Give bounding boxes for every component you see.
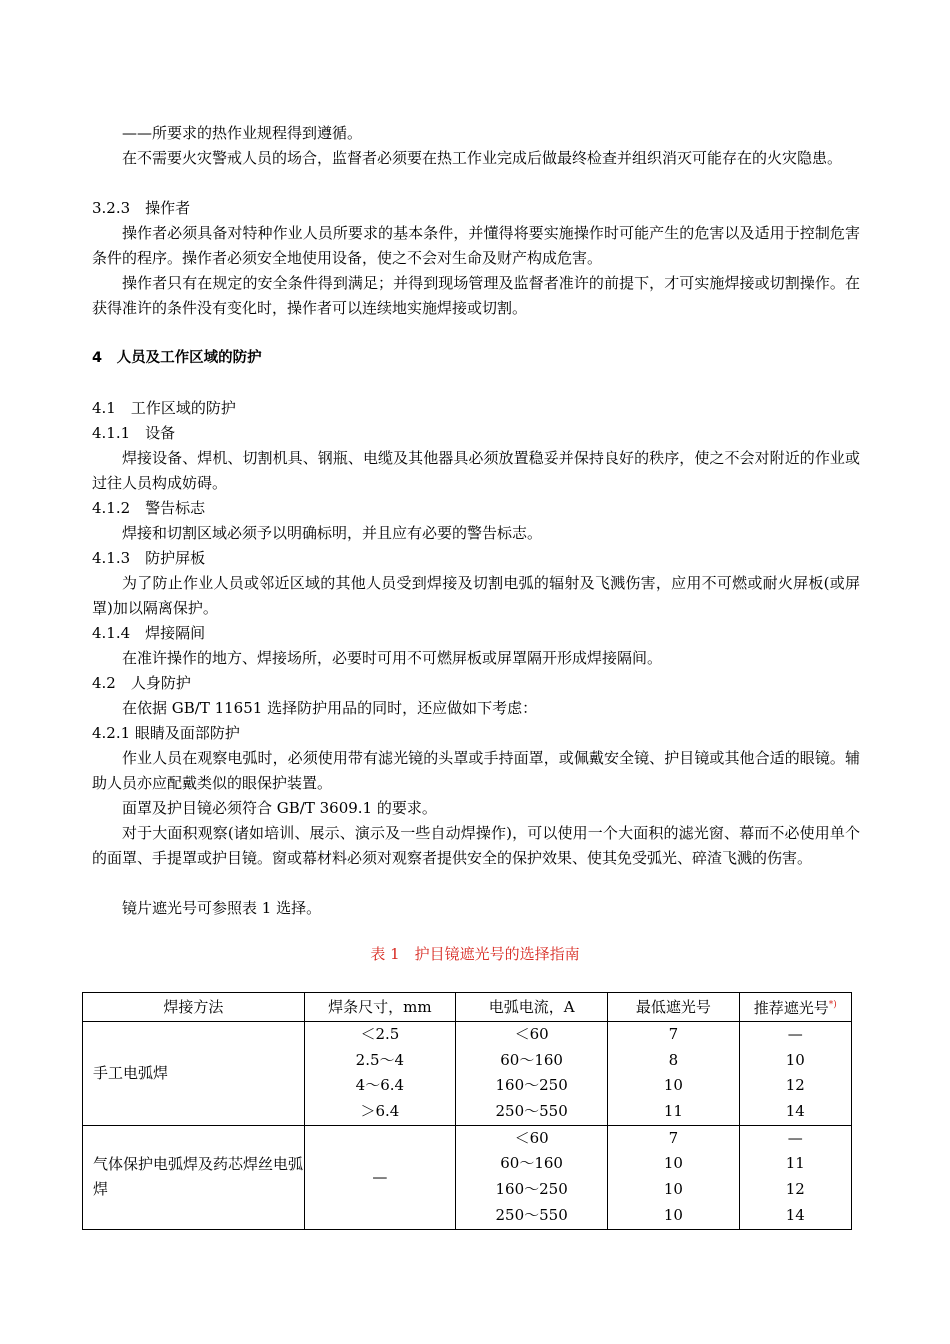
cell-currents bbox=[456, 1022, 608, 1126]
header-min-shade: 最低遮光号 bbox=[608, 993, 739, 1022]
heading-4-1-3: 4.1.3 防护屏板 bbox=[92, 549, 206, 567]
footnote-mark: *) bbox=[828, 1000, 837, 1010]
rec-shade-value: 14 bbox=[785, 1102, 805, 1121]
paragraph-warning-signs: 焊接和切割区域必须予以明确标明，并且应有必要的警告标志。 bbox=[122, 524, 543, 542]
current-value: 250～550 bbox=[495, 1102, 568, 1121]
size-value: 2.5～4 bbox=[355, 1050, 405, 1069]
paragraph-fire-watch: 在不需要火灾警戒人员的场合，监督者必须要在热工作业完成后做最终检查并组织消灭可能存在的火灾隐患。 bbox=[122, 149, 843, 167]
min-shade-value: 10 bbox=[663, 1076, 683, 1095]
header-rec-shade-label: 推荐遮光号 bbox=[753, 999, 829, 1017]
current-value: ＜60 bbox=[514, 1025, 549, 1043]
heading-4-1-4: 4.1.4 焊接隔间 bbox=[92, 624, 206, 642]
header-rec-shade bbox=[739, 993, 851, 1022]
paragraph-equipment: 焊接设备、焊机、切割机具、钢瓶、电缆及其他器具必须放置稳妥并保持良好的秩序，使之不会对附近的作业或过往人员构成妨碍。 bbox=[92, 449, 860, 492]
cell-rec-shade bbox=[739, 1125, 851, 1229]
heading-4-1-1: 4.1.1 设备 bbox=[92, 424, 176, 442]
paragraph-screens: 为了防止作业人员或邻近区域的其他人员受到焊接及切割电弧的辐射及飞溅伤害，应用不可燃或耐火屏板(或屏罩)加以隔离保护。 bbox=[92, 574, 860, 617]
min-shade-value: 11 bbox=[663, 1102, 683, 1121]
paragraph-operator-requirements: 操作者必须具备对特种作业人员所要求的基本条件，并懂得将要实施操作时可能产生的危害以及适用于控制危害条件的程序。操作者必须安全地使用设备，使之不会对生命及财产构成危害。 bbox=[92, 224, 860, 267]
paragraph-large-area: 对于大面积观察(诸如培训、展示、演示及一些自动焊操作)，可以使用一个大面积的滤光窗、幕而不必使用单个的面罩、手提罩或护目镜。窗或幕材料必须对观察者提供安全的保护效果、使其免受弧光、碎渣飞溅的伤害。 bbox=[92, 824, 860, 867]
current-value: ＜60 bbox=[514, 1128, 549, 1147]
current-value: 60～160 bbox=[500, 1154, 563, 1173]
size-value: ＜2.5 bbox=[360, 1025, 400, 1043]
method-label: 手工电弧焊 bbox=[93, 1063, 169, 1082]
current-value: 160～250 bbox=[495, 1180, 568, 1199]
cell-method bbox=[83, 1125, 305, 1229]
min-shade-value: 10 bbox=[663, 1154, 683, 1173]
rec-shade-value: 10 bbox=[785, 1050, 805, 1069]
cell-sizes bbox=[304, 1125, 455, 1229]
paragraph-standard: 面罩及护目镜必须符合 GB/T 3609.1 的要求。 bbox=[122, 799, 437, 817]
paragraph-hot-work-rules: ——所要求的热作业规程得到遵循。 bbox=[122, 124, 363, 142]
header-current: 电弧电流，A bbox=[456, 993, 608, 1022]
current-value: 160～250 bbox=[495, 1076, 568, 1095]
heading-4-2: 4.2 人身防护 bbox=[92, 674, 191, 692]
header-electrode-size: 焊条尺寸，mm bbox=[304, 993, 455, 1022]
heading-4: 4 人员及工作区域的防护 bbox=[92, 350, 262, 366]
cell-min-shade bbox=[608, 1125, 739, 1229]
paragraph-ppe: 在依据 GB/T 11651 选择防护用品的同时，还应做如下考虑： bbox=[122, 699, 538, 717]
shade-table bbox=[82, 992, 852, 1230]
cell-sizes bbox=[304, 1022, 455, 1126]
table-row bbox=[83, 1125, 852, 1229]
min-shade-value: 10 bbox=[663, 1180, 683, 1199]
cell-min-shade bbox=[608, 1022, 739, 1126]
current-value: 60～160 bbox=[500, 1050, 563, 1069]
heading-4-2-1: 4.2.1 眼睛及面部防护 bbox=[92, 724, 240, 742]
size-value: 4～6.4 bbox=[355, 1076, 405, 1095]
paragraph-shade-ref: 镜片遮光号可参照表 1 选择。 bbox=[122, 899, 322, 917]
rec-shade-value: 14 bbox=[785, 1205, 805, 1224]
rec-shade-value: 12 bbox=[785, 1180, 805, 1199]
table-caption: 表 1 护目镜遮光号的选择指南 bbox=[370, 945, 580, 963]
paragraph-eye-protection: 作业人员在观察电弧时，必须使用带有滤光镜的头罩或手持面罩，或佩戴安全镜、护目镜或其他合适的眼镜。辅助人员亦应配戴类似的眼保护装置。 bbox=[92, 749, 860, 792]
method-label: 气体保护电弧焊及药芯焊丝电弧焊 bbox=[93, 1155, 304, 1199]
rec-shade-value: 12 bbox=[785, 1076, 805, 1095]
heading-4-1-2: 4.1.2 警告标志 bbox=[92, 499, 206, 517]
rec-shade-value: — bbox=[787, 1128, 803, 1147]
min-shade-value: 7 bbox=[668, 1025, 679, 1043]
table-row bbox=[83, 1022, 852, 1126]
heading-4-1: 4.1 工作区域的防护 bbox=[92, 399, 236, 417]
paragraph-booth: 在准许操作的地方、焊接场所，必要时可用不可燃屏板或屏罩隔开形成焊接隔间。 bbox=[122, 649, 663, 667]
size-value: ＞6.4 bbox=[360, 1102, 400, 1121]
min-shade-value: 7 bbox=[668, 1128, 679, 1147]
min-shade-value: 8 bbox=[668, 1050, 679, 1069]
cell-method bbox=[83, 1022, 305, 1126]
size-value: — bbox=[372, 1168, 388, 1187]
cell-rec-shade bbox=[739, 1022, 851, 1126]
min-shade-value: 10 bbox=[663, 1205, 683, 1224]
rec-shade-value: — bbox=[787, 1025, 803, 1043]
rec-shade-value: 11 bbox=[785, 1154, 805, 1173]
current-value: 250～550 bbox=[495, 1205, 568, 1224]
header-method: 焊接方法 bbox=[83, 993, 305, 1022]
heading-3-2-3: 3.2.3 操作者 bbox=[92, 199, 191, 217]
cell-currents bbox=[456, 1125, 608, 1229]
paragraph-operator-permission: 操作者只有在规定的安全条件得到满足；并得到现场管理及监督者准许的前提下，才可实施焊接或切割操作。在获得准许的条件没有变化时，操作者可以连续地实施焊接或切割。 bbox=[92, 274, 860, 317]
table-header-row bbox=[83, 993, 852, 1022]
